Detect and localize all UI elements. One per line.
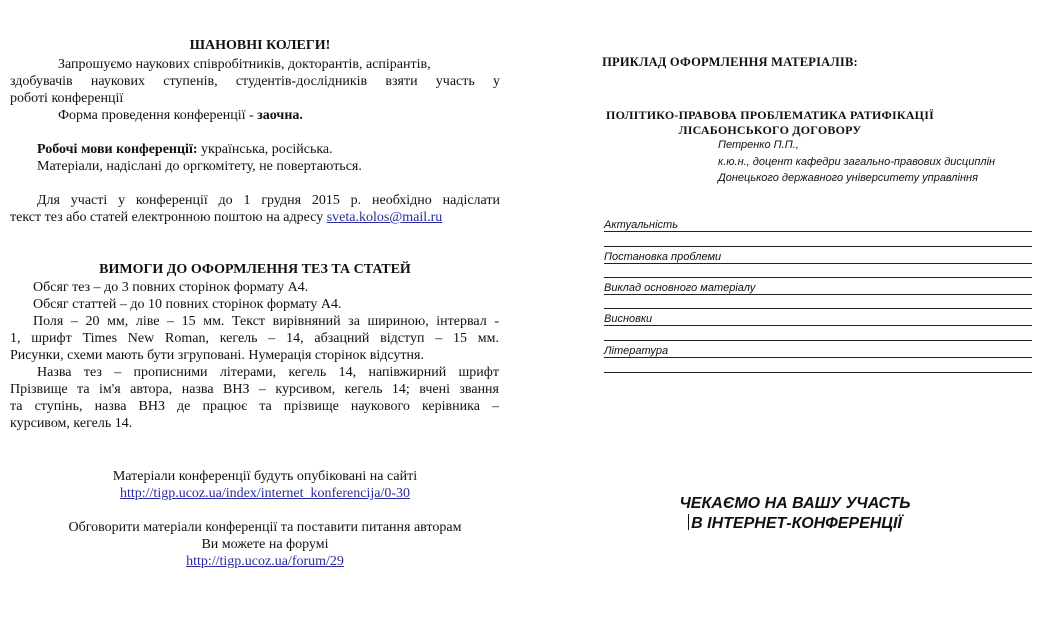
form-row-literature[interactable] (604, 341, 1032, 358)
publish-text: Матеріали конференції будуть опубіковані на сайті (112, 469, 418, 484)
invite-line-1: Запрошуємо наукових співробітників, докторантів, аспірантів, (58, 57, 431, 72)
participation-line-2 (10, 209, 442, 226)
author-name: Петренко П.П., (718, 139, 799, 151)
req-line-7: Прізвище та ім'я автора, назва ВНЗ – курсивом, кегель 14; вчені звання (10, 382, 499, 397)
req-line-4: 1, шрифт Times New Roman, кегель – 14, абзацний відступ – 15 мм. (10, 331, 499, 346)
conference-form-label: Форма проведення конференції - (58, 108, 258, 123)
form-label-main-material: Виклад основного матеріалу (604, 282, 759, 294)
publish-link[interactable]: http://tigp.ucoz.ua/index/internet_konferencija/0-30 (119, 486, 411, 501)
paper-title-line-2: ЛІСАБОНСЬКОГО ДОГОВОРУ (678, 123, 862, 137)
form-label-literature: Література (604, 345, 672, 357)
form-row-conclusions[interactable] (604, 309, 1032, 326)
forum-link-row (0, 553, 530, 570)
req-line-2: Обсяг статтей – до 10 повних сторінок формату А4. (33, 297, 342, 312)
languages-value: українська, російська. (197, 142, 333, 157)
invite-line-2: здобувачів наукових ступенів, студентів-дослідників взяти участь у (10, 74, 500, 89)
author-university: Донецького державного університету управління (718, 172, 978, 184)
conference-form-line (58, 107, 303, 124)
forum-link[interactable]: http://tigp.ucoz.ua/forum/29 (186, 554, 344, 569)
example-title: ПРИКЛАД ОФОРМЛЕННЯ МАТЕРІАЛІВ: (602, 55, 858, 69)
forum-line-1: Обговорити матеріали конференції та поставити питання авторам (68, 520, 462, 535)
publish-link-row (0, 485, 530, 502)
conference-form-value: заочна. (257, 108, 303, 123)
languages-label: Робочі мови конференції: (37, 142, 198, 157)
email-link[interactable]: sveta.kolos@mail.ru (326, 210, 443, 225)
req-line-1: Обсяг тез – до 3 повних сторінок формату А4. (33, 280, 309, 295)
left-column (0, 0, 520, 627)
closing-line-1: ЧЕКАЄМО НА ВАШУ УЧАСТЬ (679, 495, 911, 512)
form-extra-line (604, 372, 1032, 373)
form-label-problem: Постановка проблеми (604, 251, 725, 263)
req-line-8: та ступінь, назва ВНЗ де працює та прізвище наукового керівника – (10, 399, 499, 414)
forum-line-2: Ви можете на форумі (201, 537, 329, 552)
req-line-3: Поля – 20 мм, ліве – 15 мм. Текст вирівняний за шириною, інтервал - (33, 314, 499, 329)
languages-line (37, 141, 333, 158)
greeting-title: ШАНОВНІ КОЛЕГИ! (189, 38, 331, 53)
requirements-title: ВИМОГИ ДО ОФОРМЛЕННЯ ТЕЗ ТА СТАТЕЙ (99, 262, 411, 277)
req-line-5: Рисунки, схеми мають бути згруповані. Нумерація сторінок відсутня. (10, 348, 424, 363)
req-line-6: Назва тез – прописними літерами, кегель 14, напівжирний шрифт (37, 365, 499, 380)
text-cursor-icon (688, 514, 689, 530)
form-row-relevance[interactable] (604, 215, 1032, 232)
author-position: к.ю.н., доцент кафедри загально-правових дисциплін (718, 156, 996, 168)
form-row-problem[interactable] (604, 247, 1032, 264)
participation-text: текст тез або статей електронною поштою на адресу (10, 210, 327, 225)
participation-line-1: Для участі у конференції до 1 грудня 2015 р. необхідно надіслати (37, 193, 500, 208)
paper-title-line-1: ПОЛІТИКО-ПРАВОВА ПРОБЛЕМАТИКА РАТИФІКАЦІЇ (606, 108, 934, 122)
form-label-relevance: Актуальність (604, 219, 682, 231)
form-label-conclusions: Висновки (604, 313, 656, 325)
closing-line-2-row (620, 514, 970, 534)
form-row-main-material[interactable] (604, 278, 1032, 295)
req-line-9: курсивом, кегель 14. (10, 416, 133, 431)
invite-line-3: роботі конференції (10, 91, 124, 106)
materials-notice: Матеріали, надіслані до оргкомітету, не повертаються. (37, 159, 362, 174)
closing-line-2: В ІНТЕРНЕТ-КОНФЕРЕНЦІЇ (691, 515, 902, 532)
